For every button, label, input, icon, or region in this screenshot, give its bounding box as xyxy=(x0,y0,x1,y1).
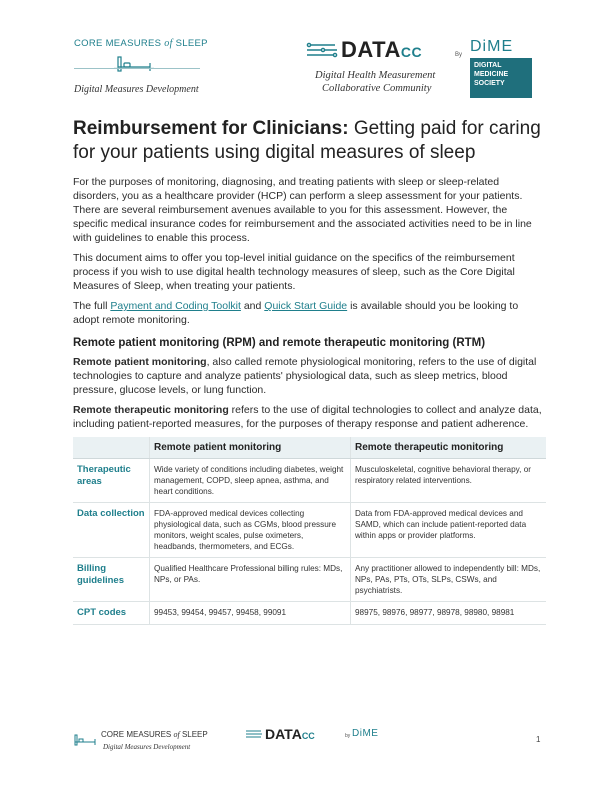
datacc-subtitle-line1: Digital Health Measurement xyxy=(315,70,436,81)
page-number: 1 xyxy=(536,735,541,744)
table-cell: Qualified Healthcare Professional billing rules: MDs, NPs, or PAs. xyxy=(150,558,351,602)
table-cell: Data from FDA-approved medical devices and SAMD, which can include patient-reported data within apps or provider platforms. xyxy=(351,503,547,558)
table-header-row xyxy=(73,437,546,459)
dime-wordmark: DiME xyxy=(470,38,514,55)
row-label: Data collection xyxy=(73,503,150,558)
bed-icon xyxy=(114,53,154,75)
datacc-circuit-icon xyxy=(305,40,339,60)
page-title: Reimbursement for Clinicians: Getting paid for caring for your patients using digital measures of sleep xyxy=(73,118,541,163)
dime-logo xyxy=(470,38,532,98)
table-row xyxy=(73,459,546,503)
datacc-circuit-icon xyxy=(245,728,263,740)
main-content xyxy=(73,117,543,625)
footer-datacc-wordmark: DATACC xyxy=(265,726,315,742)
rpm-definition: Remote patient monitoring, also called remote physiological monitoring, refers to the use of digital technologies to capture and analyze patients' physiological data, such as sleep metrics, blood pressure, glucose levels, or lung function. xyxy=(73,356,537,396)
page-header xyxy=(0,0,612,105)
payment-coding-toolkit-link[interactable]: Payment and Coding Toolkit xyxy=(110,300,241,312)
table-header-rpm: Remote patient monitoring xyxy=(150,437,351,459)
by-label: By xyxy=(455,52,463,58)
table-cell: Wide variety of conditions including diabetes, weight management, COPD, sleep apnea, asthma, and heart conditions. xyxy=(150,459,351,503)
dime-society-box: DIGITAL MEDICINE SOCIETY xyxy=(470,58,532,98)
quick-start-guide-link[interactable]: Quick Start Guide xyxy=(264,300,348,312)
intro-paragraph-1: For the purposes of monitoring, diagnosing, and treating patients with sleep or sleep-related disorders, you as a healthcare provider (HCP) can perform a sleep assessment for your patients. There are several reimbursement avenues available to you for this assessment. However, the specific medical insurance codes for reimbursement and the associated activities need to be in line with guidelines to enable this process. xyxy=(73,176,532,244)
rpm-rtm-comparison-table xyxy=(73,437,546,625)
section-heading: Remote patient monitoring (RPM) and remote therapeutic monitoring (RTM) xyxy=(73,337,486,349)
table-row xyxy=(73,503,546,558)
table-header-rtm: Remote therapeutic monitoring xyxy=(351,437,547,459)
footer-cms-title: CORE MEASURES of SLEEP xyxy=(101,730,208,739)
table-cell: 98975, 98976, 98977, 98978, 98980, 98981 xyxy=(351,602,547,625)
table-header-empty xyxy=(73,437,150,459)
table-cell: Any practitioner allowed to independently bill: MDs, NPs, PAs, PTs, OTs, SLPs, CSWs, and psychiatrists. xyxy=(351,558,547,602)
table-row xyxy=(73,602,546,625)
intro-paragraph-3: The full Payment and Coding Toolkit and Quick Start Guide is available should you be looking to adopt remote monitoring. xyxy=(73,300,519,326)
cms-logo-rule xyxy=(74,68,200,69)
table-cell: FDA-approved medical devices collecting physiological data, such as CGMs, blood pressure monitors, weight scales, pulse oximeters, headbands, thermometers, and ECGs. xyxy=(150,503,351,558)
rtm-definition: Remote therapeutic monitoring refers to the use of digital technologies to collect and analyze data, including patient-reported measures, for the purposes of therapy response and patient adherence. xyxy=(73,404,542,430)
row-label: CPT codes xyxy=(73,602,150,625)
footer-by-label: by xyxy=(345,733,351,739)
datacc-wordmark: DATACC xyxy=(341,37,423,62)
bed-icon xyxy=(73,732,97,748)
row-label: Billing guidelines xyxy=(73,558,150,602)
table-row xyxy=(73,558,546,602)
table-cell: 99453, 99454, 99457, 99458, 99091 xyxy=(150,602,351,625)
core-measures-of-sleep-logo xyxy=(74,38,208,95)
footer-cms-subtitle: Digital Measures Development xyxy=(103,743,191,751)
intro-paragraph-2: This document aims to offer you top-level initial guidance on the specifics of the reimbursement process if you wish to use digital health technology measures of sleep, such as the Core Digital Measures of Sleep, when treating your patients. xyxy=(73,252,515,292)
datacc-subtitle-line2: Collaborative Community xyxy=(322,83,432,94)
row-label: Therapeutic areas xyxy=(73,459,150,503)
page-footer xyxy=(0,722,612,792)
cms-logo-title: CORE MEASURES of SLEEP xyxy=(74,38,208,49)
footer-dime-wordmark: DiME xyxy=(352,728,379,739)
table-cell: Musculoskeletal, cognitive behavioral therapy, or respiratory related interventions. xyxy=(351,459,547,503)
cms-logo-subtitle: Digital Measures Development xyxy=(74,84,199,95)
